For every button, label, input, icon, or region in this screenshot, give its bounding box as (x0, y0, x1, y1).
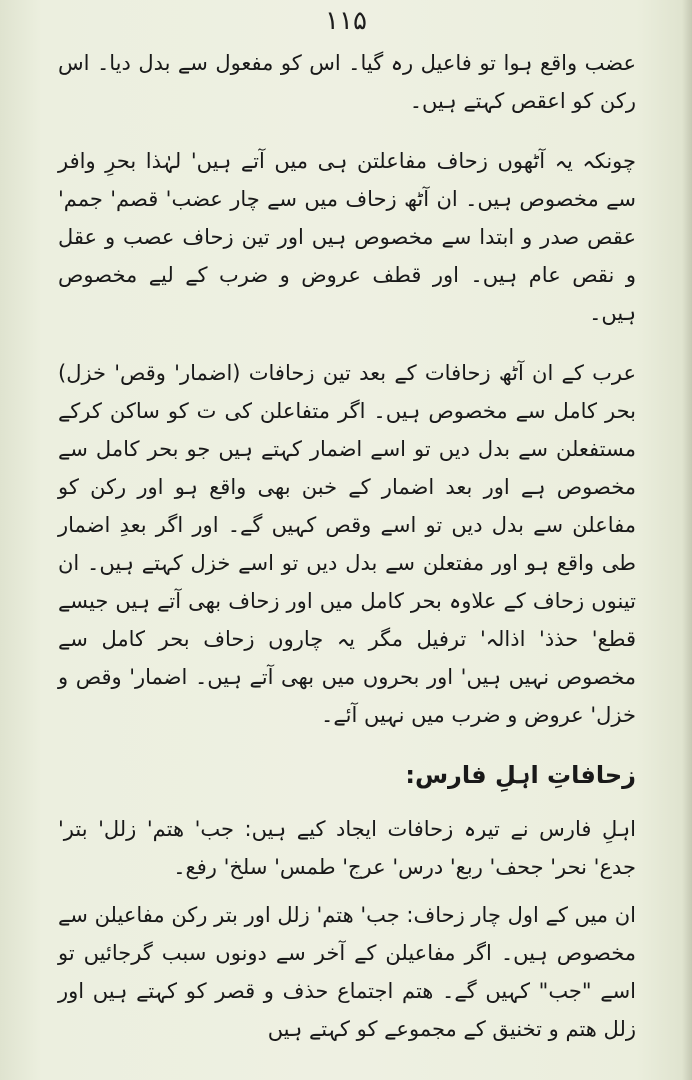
paragraph-5: ان میں کے اول چار زحاف: جب' هتم' زلل اور بتر رکن مفاعیلن سے مخصوص ہیں۔ اگر مفاعیلن کے آخر سے دونوں سبب گرجائیں تو اسے "جب" کہیں گے۔ هتم اجتماع حذف و قصر کو کہتے ہیں اور زلل هتم و تخنیق کے مجموعے کو کہتے ہیں (58, 903, 636, 1041)
paragraph-1: عضب واقع ہوا تو فاعیل رہ گیا۔ اس کو مفعول سے بدل دیا۔ اس رکن کو اعقص کہتے ہیں۔ (58, 51, 636, 113)
page-body (58, 44, 636, 1070)
page-edge-shadow (682, 0, 692, 1080)
paragraph-4: اہلِ فارس نے تیرہ زحافات ایجاد کیے ہیں: جب' هتم' زلل' بتر' جدع' نحر' جحف' ربع' درس' عرج' طمس' سلخ' رفع۔ (58, 817, 636, 879)
paragraph-3: عرب کے ان آٹھ زحافات کے بعد تین زحافات (اضمار' وقص' خزل) بحر کامل سے مخصوص ہیں۔ اگر متفاعلن کی ت کو ساکن کرکے مستفعلن سے بدل دیں تو اسے اضمار کہتے ہیں جو بحر کامل سے مخصوص ہے اور بعد اضمار کے خبن بھی واقع ہو اور رکن کو مفاعلن سے بدل دیں تو اسے وقص کہیں گے۔ اور اگر بعدِ اضمار طی واقع ہو اور مفتعلن سے بدل دیں تو اسے خزل کہتے ہیں۔ ان تینوں زحاف کے علاوہ بحر کامل میں اور زحاف بھی آتے ہیں جیسے قطع' حذذ' اذالہ' ترفیل مگر یہ چاروں زحاف بحر کامل سے مخصوص نہیں ہیں' اور بحروں میں بھی آتے ہیں۔ اضمار' وقص و خزل' عروض و ضرب میں نہیں آئے۔ (58, 361, 636, 727)
paragraph-2: چونکہ یہ آٹھوں زحاف مفاعلتن ہی میں آتے ہیں' لہٰذا بحرِ وافر سے مخصوص ہیں۔ ان آٹھ زحاف میں سے چار عضب' قصم' جمم' عقص صدر و ابتدا سے مخصوص ہیں اور تین زحاف عصب و عقل و نقص عام ہیں۔ اور قطف عروض و ضرب کے لیے مخصوص ہیں۔ (58, 149, 636, 325)
page-number: ۱۱۵ (325, 6, 367, 36)
section-heading: زحافاتِ اہلِ فارس: (405, 761, 636, 789)
